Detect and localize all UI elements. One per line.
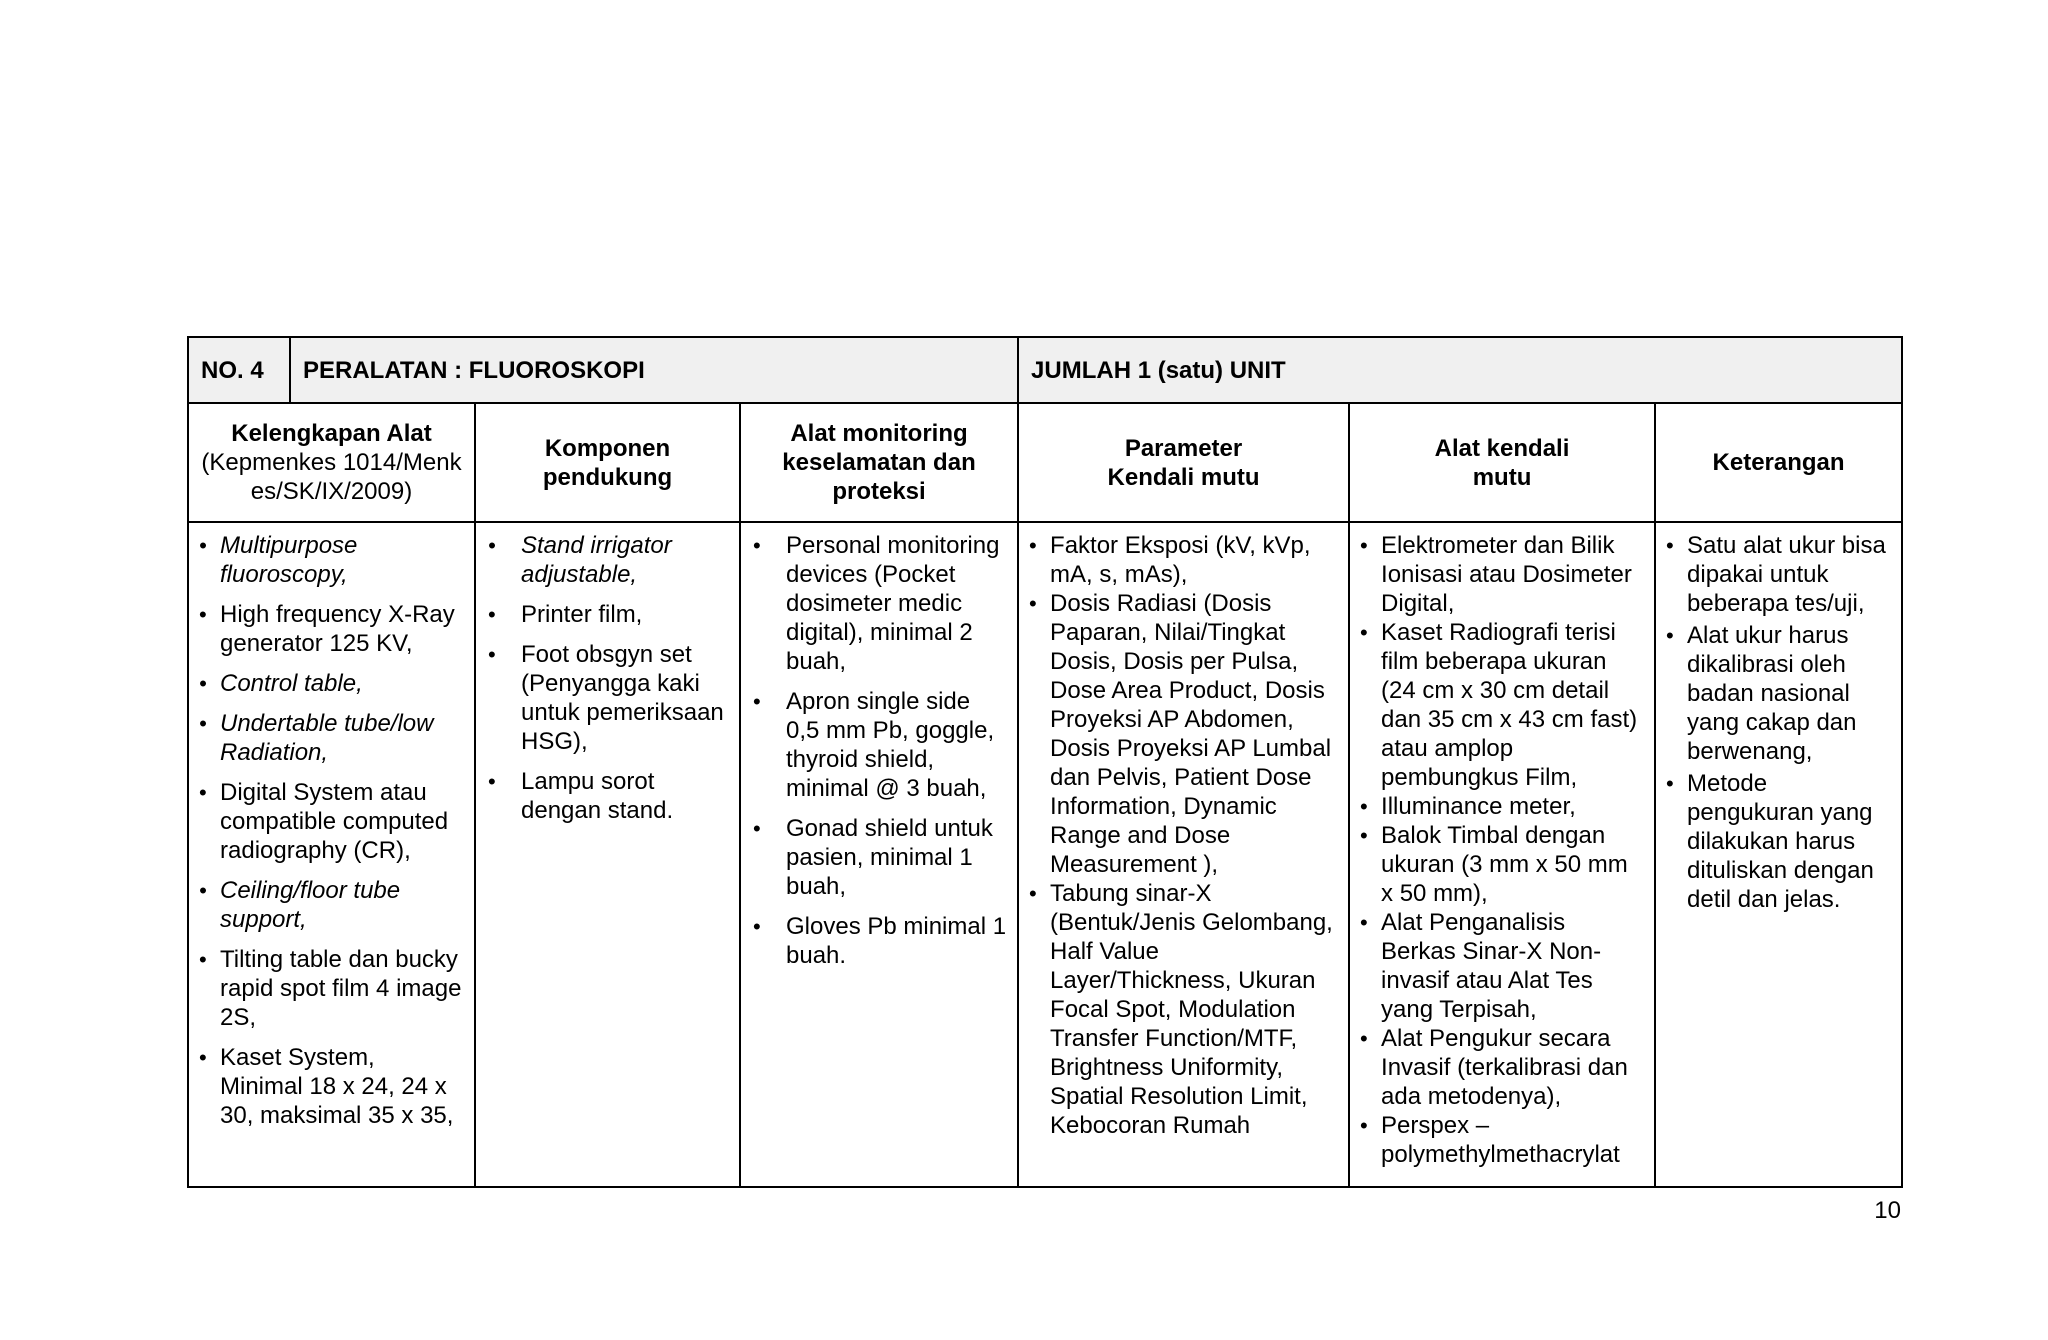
list-item: • Foot obsgyn set (Penyangga kaki untuk pemeriksaan HSG),: [521, 640, 729, 756]
cell-monitoring: [740, 522, 1018, 1187]
alat-kendali-list: [1360, 531, 1644, 1169]
cell-alat-kendali: [1349, 522, 1655, 1187]
list-item: • Balok Timbal dengan ukuran (3 mm x 50 mm x 50 mm),: [1381, 821, 1644, 908]
list-item: • Alat Penganalisis Berkas Sinar-X Non-invasif atau Alat Tes yang Terpisah,: [1381, 908, 1644, 1024]
list-item: • High frequency X-Ray generator 125 KV,: [220, 600, 464, 658]
list-item: • Alat Pengukur secara Invasif (terkalibrasi dan ada metodenya),: [1381, 1024, 1644, 1111]
list-item: • Lampu sorot dengan stand.: [521, 767, 729, 825]
list-item: • Elektrometer dan Bilik Ionisasi atau Dosimeter Digital,: [1381, 531, 1644, 618]
list-item: • Kaset Radiografi terisi film beberapa ukuran (24 cm x 30 cm detail dan 35 cm x 43 cm fast) atau amplop pembungkus Film,: [1381, 618, 1644, 792]
equipment-table: [187, 336, 1903, 1188]
table-header-row: [188, 337, 1902, 403]
column-header-kelengkapan: [188, 403, 475, 522]
list-item: • Multipurpose fluoroscopy,: [220, 531, 464, 589]
list-item: • Gonad shield untuk pasien, minimal 1 buah,: [786, 814, 1007, 901]
list-item: • Alat ukur harus dikalibrasi oleh badan nasional yang cakap dan berwenang,: [1687, 621, 1891, 766]
cell-keterangan: [1655, 522, 1902, 1187]
header-no: NO. 4: [188, 337, 290, 403]
column-header-row: [188, 403, 1902, 522]
list-item: • Printer film,: [521, 600, 729, 629]
keterangan-list: [1666, 531, 1891, 914]
list-item: • Digital System atau compatible computed radiography (CR),: [220, 778, 464, 865]
list-item: • Personal monitoring devices (Pocket dosimeter medic digital), minimal 2 buah,: [786, 531, 1007, 676]
column-header-keterangan: Keterangan: [1655, 403, 1902, 522]
list-item: • Metode pengukuran yang dilakukan harus dituliskan dengan detil dan jelas.: [1687, 769, 1891, 914]
column-header-komponen: Komponen pendukung: [475, 403, 740, 522]
header-jumlah: JUMLAH 1 (satu) UNIT: [1018, 337, 1902, 403]
kelengkapan-list: [199, 531, 464, 1130]
page-number: 10: [1874, 1197, 1901, 1224]
list-item: • Control table,: [220, 669, 464, 698]
header-peralatan: PERALATAN : FLUOROSKOPI: [290, 337, 1018, 403]
list-item: • Tilting table dan bucky rapid spot film 4 image 2S,: [220, 945, 464, 1032]
list-item: • Perspex – polymethylmethacrylat: [1381, 1111, 1644, 1169]
column-header-alat-kendali: Alat kendali mutu: [1349, 403, 1655, 522]
cell-kelengkapan: [188, 522, 475, 1187]
list-item: • Kaset System, Minimal 18 x 24, 24 x 30, maksimal 35 x 35,: [220, 1043, 464, 1130]
column-header-parameter: Parameter Kendali mutu: [1018, 403, 1349, 522]
list-item: • Apron single side 0,5 mm Pb, goggle, thyroid shield, minimal @ 3 buah,: [786, 687, 1007, 803]
list-item: • Dosis Radiasi (Dosis Paparan, Nilai/Tingkat Dosis, Dosis per Pulsa, Dose Area Product, Dosis Proyeksi AP Abdomen, Dosis Proyeksi AP Lumbal dan Pelvis, Patient Dose Information, Dynamic Range and Dose Measurement ),: [1050, 589, 1338, 879]
list-item: • Tabung sinar-X (Bentuk/Jenis Gelombang, Half Value Layer/Thickness, Ukuran Focal Spot, Modulation Transfer Function/MTF, Brightness Uniformity, Spatial Resolution Limit, Kebocoran Rumah: [1050, 879, 1338, 1140]
list-item: • Satu alat ukur bisa dipakai untuk beberapa tes/uji,: [1687, 531, 1891, 618]
komponen-list: [486, 531, 729, 825]
column-header-kelengkapan-reference: (Kepmenkes 1014/Menkes/SK/IX/2009): [201, 449, 462, 505]
list-item: • Illuminance meter,: [1381, 792, 1644, 821]
list-item: • Gloves Pb minimal 1 buah.: [786, 912, 1007, 970]
list-item: • Stand irrigator adjustable,: [521, 531, 729, 589]
column-header-kelengkapan-title: Kelengkapan Alat: [231, 420, 432, 447]
table-body-row: [188, 522, 1902, 1187]
list-item: • Undertable tube/low Radiation,: [220, 709, 464, 767]
monitoring-list: [751, 531, 1007, 970]
column-header-monitoring: Alat monitoring keselamatan dan proteksi: [740, 403, 1018, 522]
cell-parameter: [1018, 522, 1349, 1187]
list-item: • Faktor Eksposi (kV, kVp, mA, s, mAs),: [1050, 531, 1338, 589]
list-item: • Ceiling/floor tube support,: [220, 876, 464, 934]
cell-komponen: [475, 522, 740, 1187]
parameter-list: [1029, 531, 1338, 1140]
